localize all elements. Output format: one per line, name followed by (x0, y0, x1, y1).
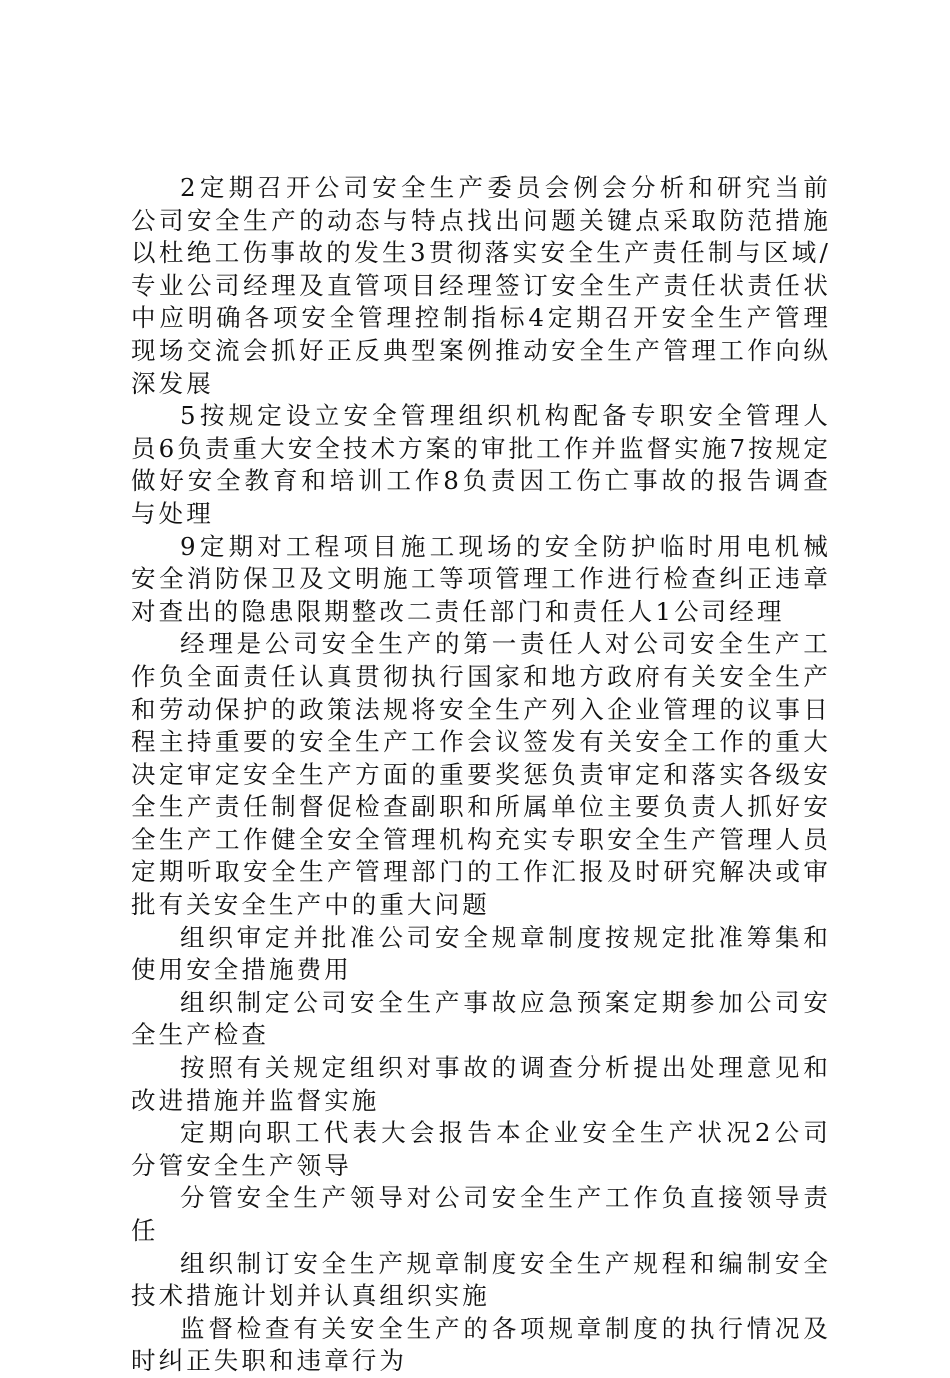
paragraph-10: 组织制订安全生产规章制度安全生产规程和编制安全技术措施计划并认真组织实施 (131, 1248, 831, 1311)
paragraph-6: 组织制定公司安全生产事故应急预案定期参加公司安全生产检查 (131, 987, 831, 1050)
paragraph-5: 组织审定并批准公司安全规章制度按规定批准筹集和使用安全措施费用 (131, 922, 831, 985)
paragraph-3: 9定期对工程项目施工现场的安全防护临时用电机械安全消防保卫及文明施工等项管理工作进行检查纠正违章对查出的隐患限期整改二责任部门和责任人1公司经理 (131, 531, 831, 626)
paragraph-2: 5按规定设立安全管理组织机构配备专职安全管理人员6负责重大安全技术方案的审批工作并监督实施7按规定做好安全教育和培训工作8负责因工伤亡事故的报告调查与处理 (131, 401, 831, 528)
document-body (131, 172, 831, 1378)
paragraph-7: 按照有关规定组织对事故的调查分析提出处理意见和改进措施并监督实施 (131, 1053, 831, 1115)
paragraph-11: 监督检查有关安全生产的各项规章制度的执行情况及时纠正失职和违章行为 (131, 1313, 831, 1376)
paragraph-8: 定期向职工代表大会报告本企业安全生产状况2公司分管安全生产领导 (131, 1118, 831, 1180)
paragraph-1: 2定期召开公司安全生产委员会例会分析和研究当前公司安全生产的动态与特点找出问题关键点采取防范措施以杜绝工伤事故的发生3贯彻落实安全生产责任制与区域/专业公司经理及直管项目经理签订安全生产责任状责任状中应明确各项安全管理控制指标4定期召开安全生产管理现场交流会抓好正反典型案例推动安全生产管理工作向纵深发展 (131, 173, 831, 398)
paragraph-9: 分管安全生产领导对公司安全生产工作负直接领导责任 (131, 1183, 831, 1245)
paragraph-4: 经理是公司安全生产的第一责任人对公司安全生产工作负全面责任认真贯彻执行国家和地方政府有关安全生产和劳动保护的政策法规将安全生产列入企业管理的议事日程主持重要的安全生产工作会议签发有关安全工作的重大决定审定安全生产方面的重要奖惩负责审定和落实各级安全生产责任制督促检查副职和所属单位主要负责人抓好安全生产工作健全安全管理机构充实专职安全生产管理人员定期听取安全生产管理部门的工作汇报及时研究解决或审批有关安全生产中的重大问题 (131, 629, 831, 920)
